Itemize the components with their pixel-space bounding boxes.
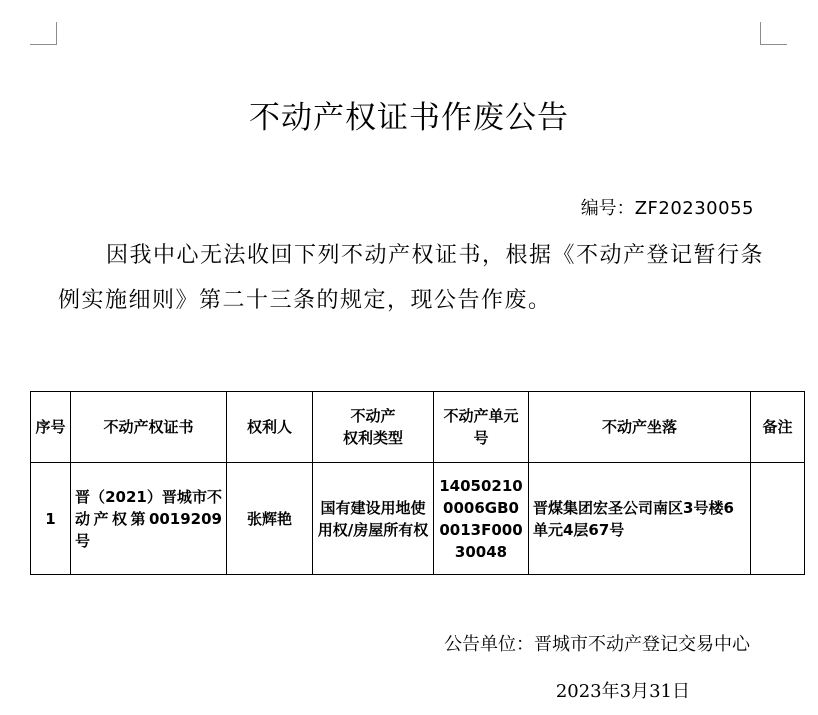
cell-remark [751,463,805,575]
cell-cert: 晋（2021）晋城市不动产权第0019209号 [71,463,227,575]
cell-location: 晋煤集团宏圣公司南区3号楼6单元4层67号 [529,463,751,575]
document-number-value: ZF20230055 [634,198,754,219]
document-number-label: 编号： [580,198,635,219]
notice-paragraph: 因我中心无法收回下列不动产权证书，根据《不动产登记暂行条例实施细则》第二十三条的规定，现公告作废。 [58,243,765,313]
header-seq: 序号 [31,392,71,463]
issue-date: 2023年3月31日 [555,681,690,702]
header-right-type: 不动产 权利类型 [313,392,434,463]
header-cert: 不动产权证书 [71,392,227,463]
table-header-row [31,392,805,463]
header-remark: 备注 [751,392,805,463]
issuing-organization: 公告单位：晋城市不动产登记交易中心 [444,634,750,655]
cell-unit-no: 140502100006GB00013F00030048 [434,463,529,575]
table-row [31,463,805,575]
cell-owner: 张辉艳 [227,463,313,575]
certificate-table [30,391,805,575]
crop-mark-top-left [30,22,57,45]
document-number [581,194,754,220]
cell-right-type: 国有建设用地使用权/房屋所有权 [313,463,434,575]
cell-seq: 1 [31,463,71,575]
header-location: 不动产坐落 [529,392,751,463]
header-unit-no: 不动产单元号 [434,392,529,463]
header-owner: 权利人 [227,392,313,463]
document-title: 不动产权证书作废公告 [249,100,569,136]
crop-mark-top-right [760,22,787,45]
